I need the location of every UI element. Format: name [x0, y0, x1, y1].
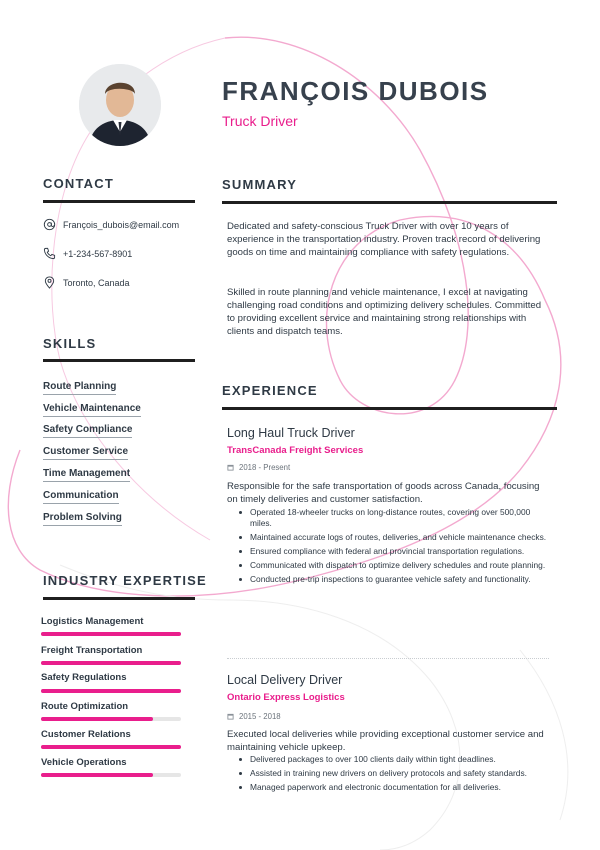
expertise-label: Freight Transportation	[41, 645, 143, 656]
skill-item: Problem Solving	[43, 512, 122, 526]
bullet-item: Communicated with dispatch to optimize delivery schedules and route planning.	[238, 560, 550, 571]
expertise-bar-fill	[41, 717, 153, 721]
bullet-item: Operated 18-wheeler trucks on long-distance routes, covering over 500,000 miles.	[238, 507, 550, 529]
expertise-divider	[43, 597, 195, 600]
job-description: Responsible for the safe transportation of goods across Canada, focusing on timely deliveries and customer satisfaction.	[227, 481, 540, 505]
calendar-icon	[227, 464, 234, 471]
expertise-bar	[41, 661, 181, 665]
skill-item: Safety Compliance	[43, 424, 132, 438]
bullet-item: Ensured compliance with federal and provincial transportation regulations.	[238, 546, 550, 557]
bullet-item: Assisted in training new drivers on delivery protocols and safety standards.	[238, 768, 550, 779]
expertise-bar-fill	[41, 745, 181, 749]
summary-heading: SUMMARY	[222, 177, 298, 192]
job-dates-text: 2018 - Present	[239, 463, 291, 472]
expertise-bar-fill	[41, 689, 181, 693]
job-title: Local Delivery Driver	[227, 673, 343, 687]
email-text: François_dubois@email.com	[63, 219, 180, 230]
summary-paragraph: Dedicated and safety-conscious Truck Driver with over 10 years of experience in the transportation industry. Proven track record of delivering goods on time and maintaining compliance with safety regulations.	[227, 221, 541, 258]
location-pin-icon	[43, 276, 56, 289]
expertise-bar	[41, 689, 181, 693]
bullet-item: Delivered packages to over 100 clients daily within tight deadlines.	[238, 754, 550, 765]
expertise-label: Route Optimization	[41, 701, 129, 712]
contact-divider	[43, 200, 195, 203]
phone-text: +1-234-567-8901	[63, 248, 133, 259]
contact-email[interactable]	[43, 218, 179, 231]
experience-divider	[222, 407, 557, 410]
email-icon	[43, 218, 56, 231]
expertise-bar	[41, 717, 181, 721]
expertise-bar	[41, 773, 181, 777]
job-bullets	[238, 754, 550, 796]
candidate-name: FRANÇOIS DUBOIS	[222, 76, 489, 106]
profile-photo	[79, 64, 161, 146]
job-separator	[227, 658, 549, 659]
skill-item: Vehicle Maintenance	[43, 403, 141, 417]
expertise-bar	[41, 745, 181, 749]
experience-heading: EXPERIENCE	[222, 383, 318, 398]
job-description: Executed local deliveries while providing exceptional customer service and maintaining vehicle upkeep.	[227, 729, 544, 753]
expertise-label: Customer Relations	[41, 729, 131, 740]
job-bullets	[238, 507, 550, 588]
expertise-label: Vehicle Operations	[41, 757, 127, 768]
expertise-label: Safety Regulations	[41, 672, 127, 683]
expertise-bar-fill	[41, 632, 181, 636]
contact-heading: CONTACT	[43, 176, 114, 191]
skills-divider	[43, 359, 195, 362]
skill-item: Customer Service	[43, 446, 128, 460]
bullet-item: Conducted pre-trip inspections to guarantee vehicle safety and functionality.	[238, 574, 550, 585]
calendar-icon	[227, 713, 234, 720]
job-role: Truck Driver	[222, 113, 298, 129]
job-title: Long Haul Truck Driver	[227, 426, 355, 440]
contact-phone[interactable]	[43, 247, 132, 260]
summary-divider	[222, 201, 557, 204]
expertise-bar-fill	[41, 773, 153, 777]
expertise-bar	[41, 632, 181, 636]
skills-heading: SKILLS	[43, 336, 97, 351]
location-text: Toronto, Canada	[63, 277, 130, 288]
phone-icon	[43, 247, 56, 260]
skill-item: Communication	[43, 490, 119, 504]
expertise-bar-fill	[41, 661, 181, 665]
expertise-heading: INDUSTRY EXPERTISE	[43, 573, 207, 588]
bullet-item: Managed paperwork and electronic documentation for all deliveries.	[238, 782, 550, 793]
job-dates-text: 2015 - 2018	[239, 712, 281, 721]
summary-paragraph: Skilled in route planning and vehicle maintenance, I excel at navigating challenging road conditions and optimizing delivery schedules. Committed to providing excellent service and maintaining strong relationships with clients and dispatch teams.	[227, 287, 542, 337]
contact-location	[43, 276, 130, 289]
company-name: TransCanada Freight Services	[227, 445, 364, 456]
company-name: Ontario Express Logistics	[227, 692, 345, 703]
skill-item: Route Planning	[43, 381, 116, 395]
job-dates	[227, 463, 290, 472]
skill-item: Time Management	[43, 468, 130, 482]
bullet-item: Maintained accurate logs of routes, deliveries, and vehicle maintenance checks.	[238, 532, 550, 543]
job-dates	[227, 712, 281, 721]
expertise-label: Logistics Management	[41, 616, 144, 627]
